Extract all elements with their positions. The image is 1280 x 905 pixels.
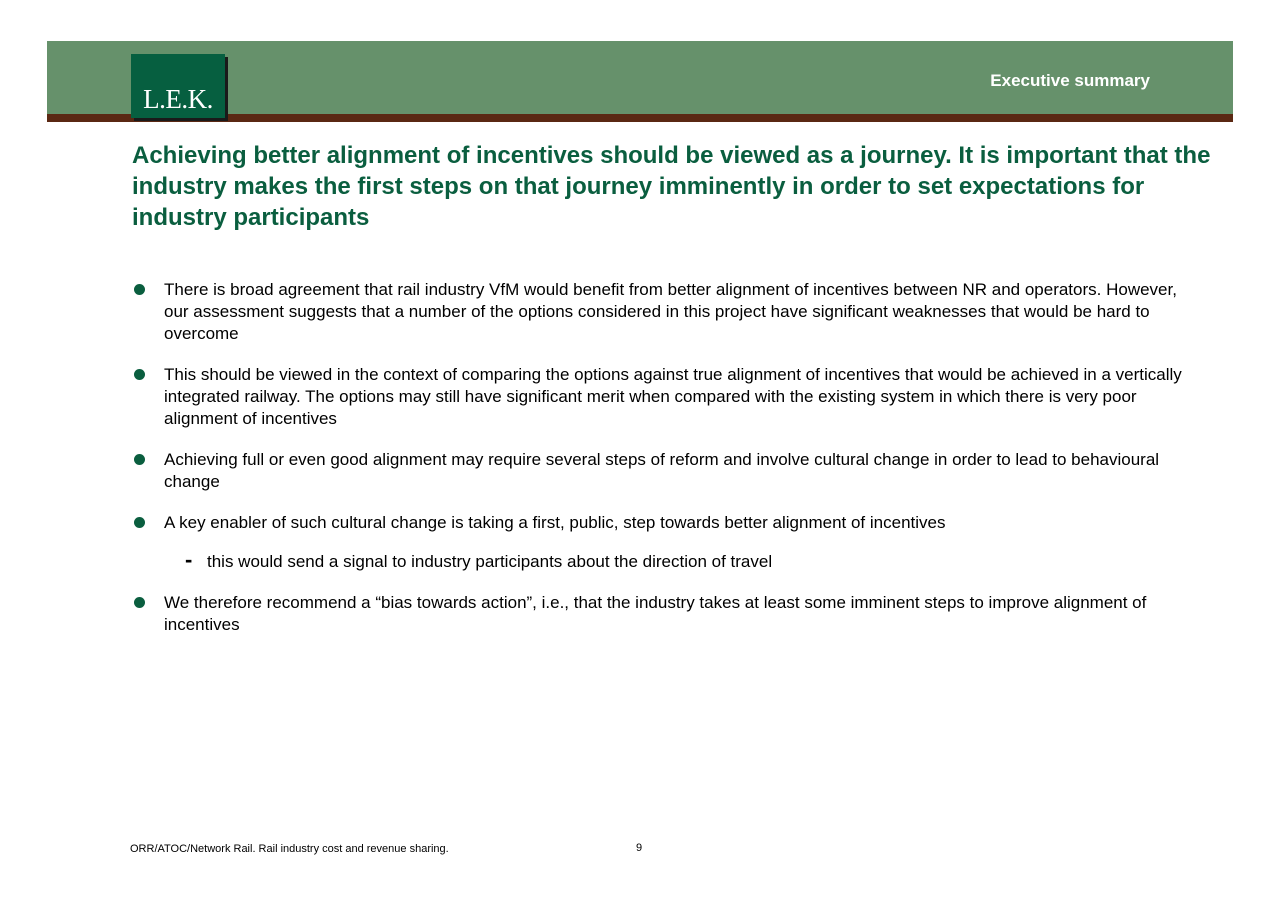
page-number: 9 (636, 842, 643, 854)
bullet-dot-icon (134, 454, 145, 465)
dash-marker-icon: - (185, 547, 193, 572)
bullet-item (132, 279, 1182, 345)
sub-bullet-text: this would send a signal to industry participants about the direction of travel (207, 552, 773, 571)
bullet-text: We therefore recommend a “bias towards action”, i.e., that the industry takes at least some imminent steps to improve alignment of incentives (164, 593, 1147, 634)
bullet-list (132, 279, 1182, 655)
slide-title: Achieving better alignment of incentives should be viewed as a journey. It is important that the industry makes the first steps on that journey imminently in order to set expectations for industry participants (132, 142, 1211, 231)
section-label: Executive summary (990, 71, 1150, 90)
bullet-text: This should be viewed in the context of comparing the options against true alignment of incentives that would be achieved in a vertically integrated railway. The options may still have significant merit when compared with the existing system in which there is very poor alignment of incentives (164, 365, 1182, 428)
logo-text: L.E.K. (143, 84, 213, 114)
bullet-dot-icon (134, 517, 145, 528)
footer-source: ORR/ATOC/Network Rail. Rail industry cost and revenue sharing. (130, 843, 449, 855)
bullet-text: A key enabler of such cultural change is taking a first, public, step towards better alignment of incentives (164, 513, 946, 532)
bullet-item (132, 449, 1182, 493)
bullet-item (132, 592, 1182, 636)
bullet-item (132, 364, 1182, 430)
bullet-dot-icon (134, 284, 145, 295)
bullet-text: Achieving full or even good alignment may require several steps of reform and involve cultural change in order to lead to behavioural change (164, 450, 1160, 491)
bullet-item (132, 512, 1182, 534)
company-logo (131, 54, 225, 118)
bullet-text: There is broad agreement that rail industry VfM would benefit from better alignment of incentives between NR and operators. However, our assessment suggests that a number of the options considered in this project have significant weaknesses that would be hard to overcome (164, 280, 1177, 343)
bullet-dot-icon (134, 369, 145, 380)
bullet-dot-icon (134, 597, 145, 608)
sub-bullet-item (132, 547, 1182, 573)
